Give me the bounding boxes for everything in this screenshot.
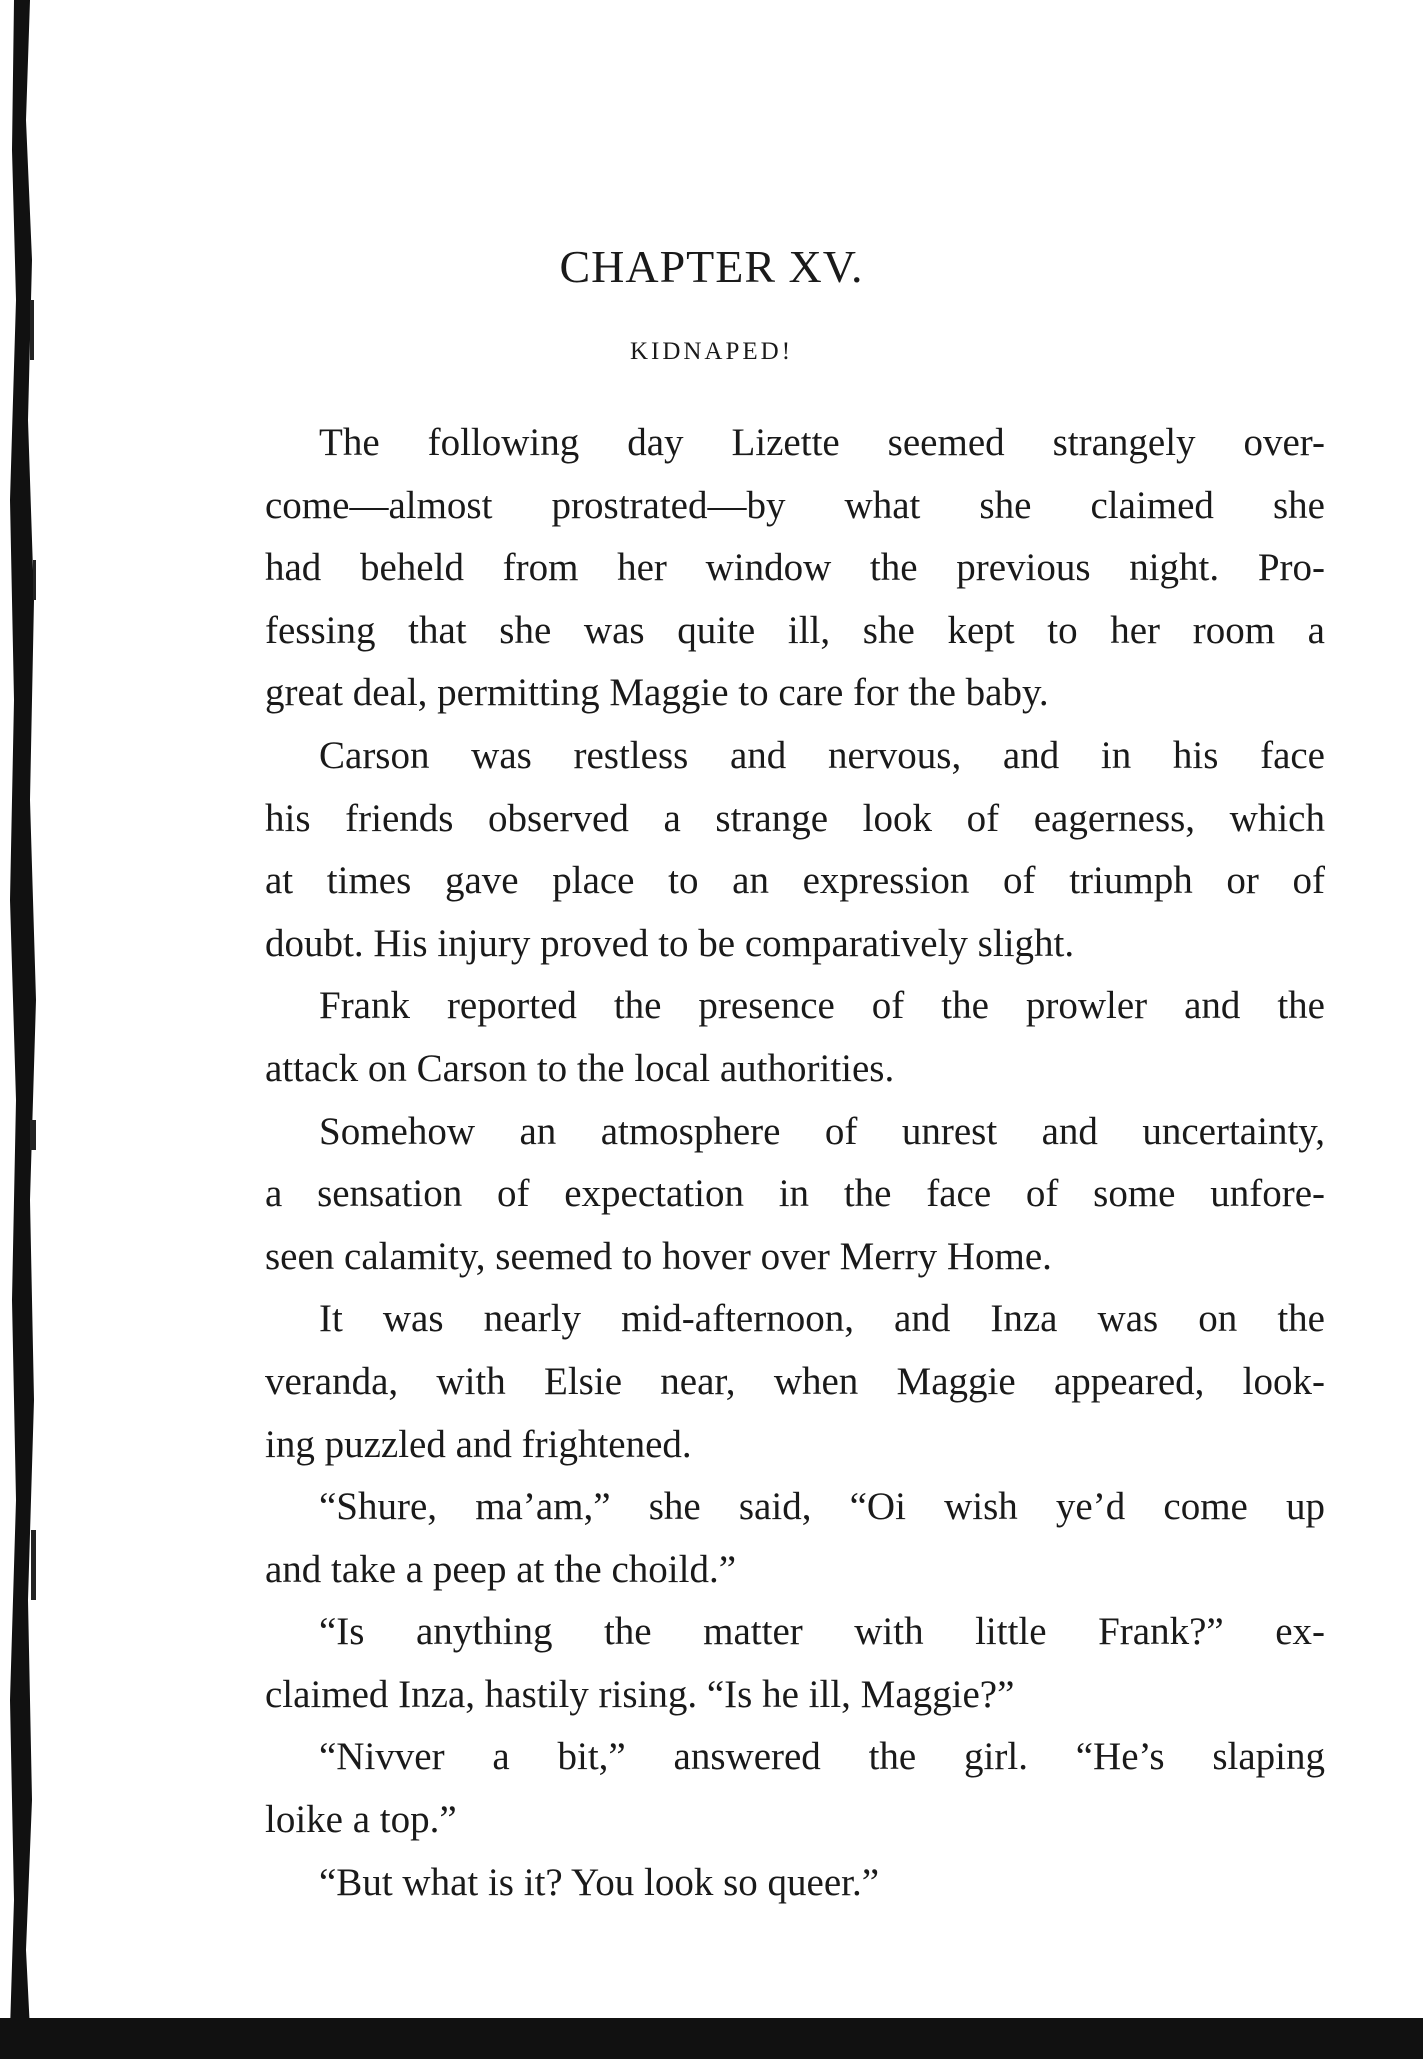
body-text [265, 412, 1325, 1914]
bottom-border-rule [0, 2018, 1423, 2059]
text-line: doubt. His injury proved to be comparatively slight. [265, 921, 1075, 965]
text-line: had beheld from her window the previous night. Pro- [265, 546, 1325, 590]
text-line: Somehow an atmosphere of unrest and uncertainty, [319, 1109, 1325, 1153]
chapter-title: CHAPTER XV. [559, 241, 864, 292]
text-line: ing puzzled and frightened. [265, 1422, 692, 1466]
text-line: attack on Carson to the local authorities. [265, 1046, 895, 1090]
text-line: great deal, permitting Maggie to care for the baby. [265, 671, 1049, 715]
text-line: “But what is it? You look so queer.” [319, 1860, 880, 1904]
text-line: The following day Lizette seemed strangely over- [319, 421, 1325, 464]
text-line: and take a peep at the choild.” [265, 1547, 737, 1591]
text-line: veranda, with Elsie near, when Maggie appeared, look- [265, 1359, 1325, 1403]
text-line: It was nearly mid-afternoon, and Inza was on the [319, 1297, 1325, 1341]
text-line: fessing that she was quite ill, she kept to her room a [265, 608, 1325, 652]
text-line: seen calamity, seemed to hover over Merry Home. [265, 1234, 1052, 1278]
text-line: Frank reported the presence of the prowler and the [319, 984, 1325, 1028]
text-line: “Nivver a bit,” answered the girl. “He’s slaping [319, 1735, 1325, 1779]
page-binding-edge [0, 0, 56, 2059]
text-line: Carson was restless and nervous, and in his face [319, 733, 1325, 777]
chapter-subtitle: KIDNAPED! [629, 338, 794, 365]
text-line: claimed Inza, hastily rising. “Is he ill, Maggie?” [265, 1672, 1015, 1716]
text-line: his friends observed a strange look of eagerness, which [265, 796, 1325, 840]
text-line: loike a top.” [265, 1798, 457, 1842]
text-line: “Is anything the matter with little Frank?” ex- [319, 1610, 1325, 1654]
text-line: at times gave place to an expression of triumph or of [265, 859, 1325, 903]
text-line: “Shure, ma’am,” she said, “Oi wish ye’d come up [319, 1485, 1325, 1529]
text-line: a sensation of expectation in the face of some unfore- [265, 1172, 1325, 1216]
text-line: come—almost prostrated—by what she claimed she [265, 483, 1325, 527]
